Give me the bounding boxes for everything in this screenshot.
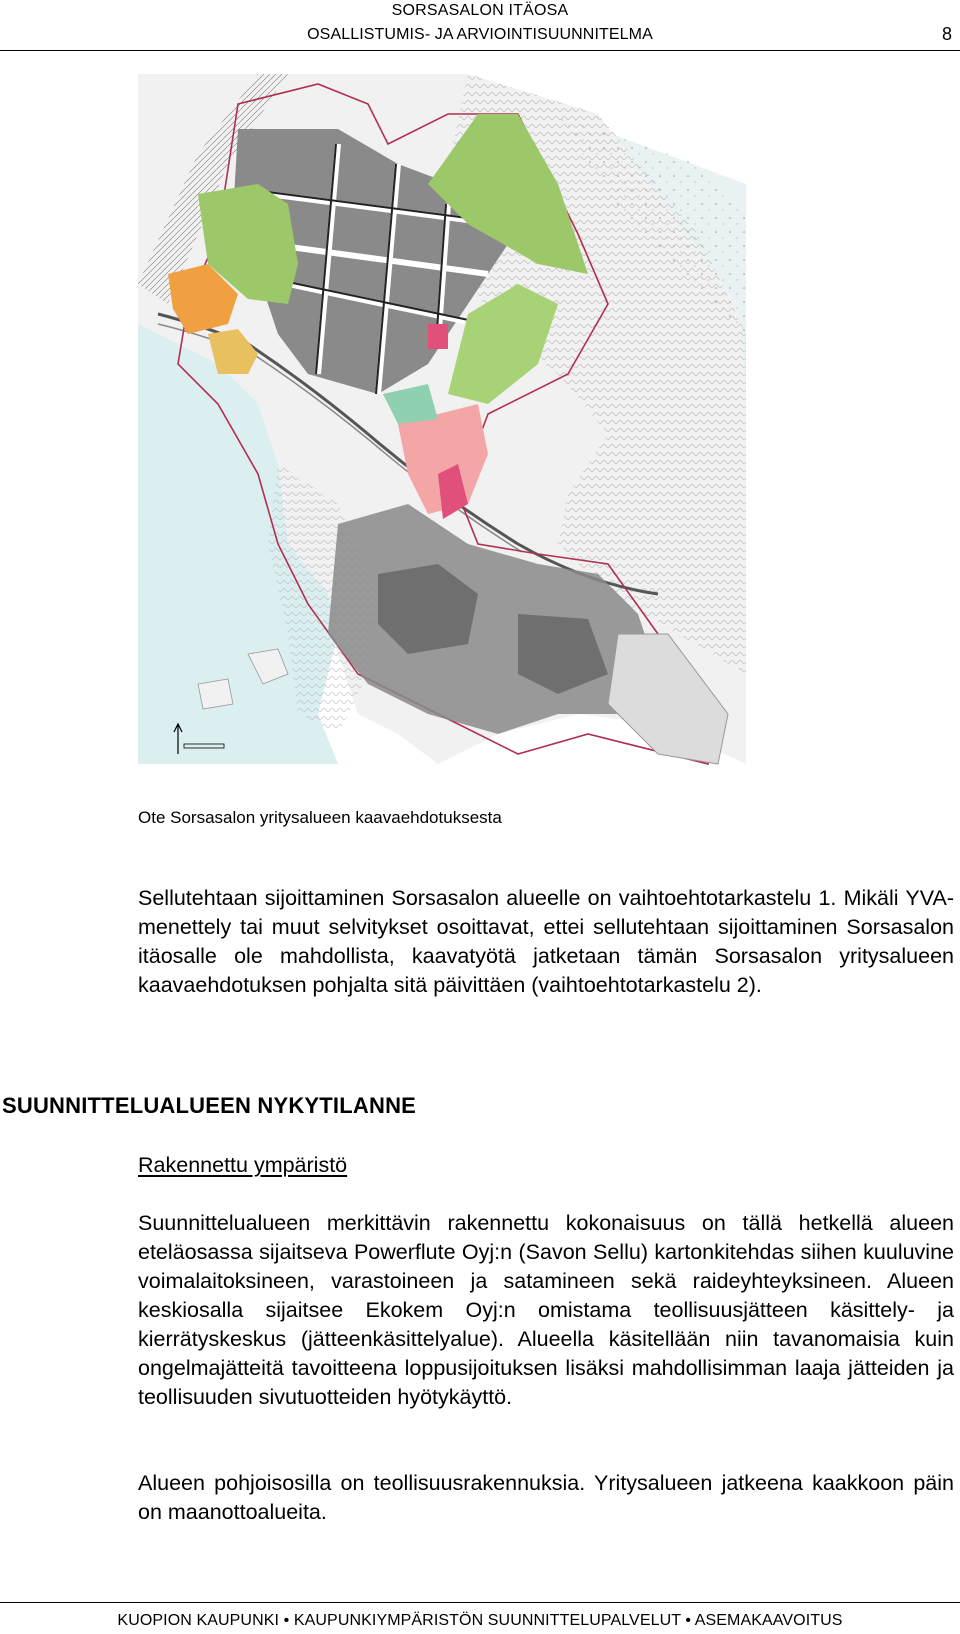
document-subtitle: OSALLISTUMIS- JA ARVIOINTISUUNNITELMA — [307, 26, 653, 43]
document-title: SORSASALON ITÄOSA — [391, 2, 569, 19]
footer-divider — [0, 1602, 960, 1603]
page-number: 8 — [941, 24, 952, 44]
figure-caption: Ote Sorsasalon yritysalueen kaavaehdotuksesta — [138, 808, 502, 827]
paragraph-1: Sellutehtaan sijoittaminen Sorsasalon alueelle on vaihtoehtotarkastelu 1. Mikäli YVA-menettely tai muut selvitykset osoittavat, ettei sellutehtaan sijoittaminen Sorsasalon itäosalle ole mahdollista, kaavatyötä jatketaan tämän Sorsasalon yritysalueen kaavaehdotuksen pohjalta sitä päivittäen (vaihtoehtotarkastelu 2). — [138, 886, 954, 997]
island-2 — [198, 679, 233, 709]
header-divider — [0, 50, 960, 51]
footer-text: KUOPION KAUPUNKI • KAUPUNKIYMPÄRISTÖN SUUNNITTELUPALVELUT • ASEMAKAAVOITUS — [117, 1612, 843, 1629]
magenta-area — [428, 324, 448, 349]
subheading: Rakennettu ympäristö — [138, 1153, 348, 1177]
paragraph-2: Suunnittelualueen merkittävin rakennettu kokonaisuus on tällä hetkellä alueen eteläosassa sijaitseva Powerflute Oyj:n (Savon Sellu) kartonkitehdas siihen kuuluvine voimalaitoksineen, varastoineen ja satamineen sekä raideyhteyksineen. Alueen keskiosalla sijaitsee Ekokem Oyj:n omistama teollisuusjätteen käsittely- ja kierrätyskeskus (jätteenkäsittelyalue). Alueella käsitellään niin tavanomaisia kuin ongelmajätteitä tavoitteena loppusijoituksen lisäksi mahdollisimman laaja jätteiden ja teollisuuden sivutuotteiden hyötykäyttö. — [138, 1211, 954, 1409]
zoning-plan-map — [138, 74, 746, 794]
paragraph-3: Alueen pohjoisosilla on teollisuusrakennuksia. Yritysalueen jatkeena kaakkoon päin on maanottoalueita. — [138, 1471, 954, 1524]
section-heading: SUUNNITTELUALUEEN NYKYTILANNE — [2, 1093, 417, 1118]
zoning-plan-map-image — [138, 74, 746, 794]
